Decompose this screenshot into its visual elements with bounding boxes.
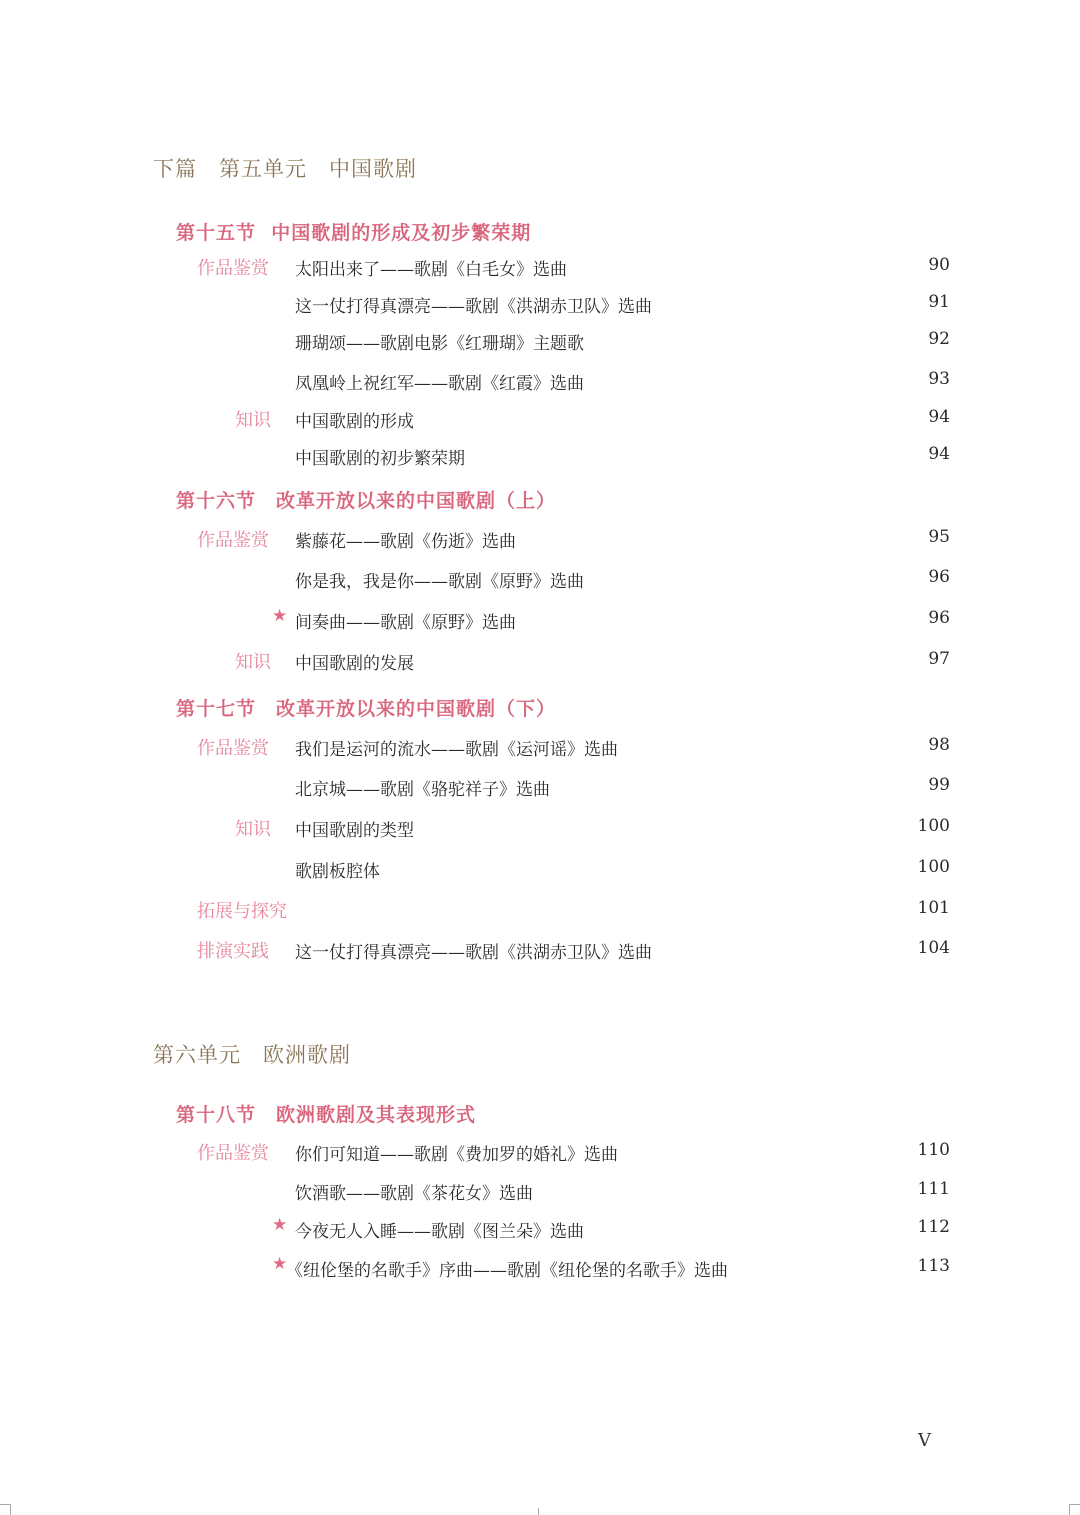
crop-mark bbox=[1069, 1504, 1070, 1515]
page-number: 112 bbox=[917, 1217, 950, 1237]
toc-entry[interactable]: 中国歌剧的类型 bbox=[295, 821, 414, 841]
toc-entry[interactable]: 你们可知道——歌剧《费加罗的婚礼》选曲 bbox=[295, 1145, 618, 1165]
toc-entry[interactable]: 今夜无人入睡——歌剧《图兰朵》选曲 bbox=[295, 1222, 584, 1242]
page-number: 100 bbox=[917, 816, 950, 836]
toc-entry[interactable]: 间奏曲——歌剧《原野》选曲 bbox=[295, 613, 516, 633]
category-label-appreciation: 作品鉴赏 bbox=[197, 258, 269, 279]
page-number: 94 bbox=[928, 444, 950, 464]
crop-mark bbox=[10, 1504, 11, 1515]
page-number: 97 bbox=[928, 649, 950, 669]
section-title[interactable]: 第十五节 中国歌剧的形成及初步繁荣期 bbox=[176, 222, 532, 244]
page-number: 94 bbox=[928, 407, 950, 427]
star-icon: ★ bbox=[272, 606, 288, 626]
toc-entry[interactable]: 中国歌剧的发展 bbox=[295, 654, 414, 674]
page-number: 104 bbox=[917, 938, 950, 958]
category-label-appreciation: 作品鉴赏 bbox=[197, 1143, 269, 1164]
section-title[interactable]: 第十六节 改革开放以来的中国歌剧（上） bbox=[176, 490, 557, 512]
category-label-extension[interactable]: 拓展与探究 bbox=[197, 901, 287, 922]
unit-title: 下篇 第五单元 中国歌剧 bbox=[153, 157, 417, 181]
page-folio: V bbox=[918, 1430, 931, 1451]
section-title[interactable]: 第十七节 改革开放以来的中国歌剧（下） bbox=[176, 698, 557, 720]
toc-entry[interactable]: 歌剧板腔体 bbox=[295, 862, 380, 882]
category-label-knowledge: 知识 bbox=[235, 819, 271, 840]
category-label-rehearsal: 排演实践 bbox=[197, 941, 269, 962]
page-number: 99 bbox=[928, 775, 950, 795]
category-label-appreciation: 作品鉴赏 bbox=[197, 530, 269, 551]
star-icon: ★ bbox=[272, 1215, 288, 1235]
category-label-appreciation: 作品鉴赏 bbox=[197, 738, 269, 759]
toc-entry[interactable]: 这一仗打得真漂亮——歌剧《洪湖赤卫队》选曲 bbox=[295, 297, 652, 317]
crop-mark bbox=[1070, 1504, 1080, 1505]
page-number: 110 bbox=[917, 1140, 950, 1160]
page-number: 96 bbox=[928, 608, 950, 628]
toc-entry[interactable]: 北京城——歌剧《骆驼祥子》选曲 bbox=[295, 780, 550, 800]
page-number: 96 bbox=[928, 567, 950, 587]
toc-entry[interactable]: 太阳出来了——歌剧《白毛女》选曲 bbox=[295, 260, 567, 280]
page-number: 101 bbox=[917, 898, 950, 918]
category-label-knowledge: 知识 bbox=[235, 410, 271, 431]
star-icon: ★ bbox=[272, 1254, 288, 1274]
toc-entry[interactable]: 紫藤花——歌剧《伤逝》选曲 bbox=[295, 532, 516, 552]
page-number: 100 bbox=[917, 857, 950, 877]
toc-entry[interactable]: 这一仗打得真漂亮——歌剧《洪湖赤卫队》选曲 bbox=[295, 943, 652, 963]
section-title[interactable]: 第十八节 欧洲歌剧及其表现形式 bbox=[176, 1104, 477, 1126]
page-number: 111 bbox=[917, 1179, 950, 1199]
toc-entry[interactable]: 我们是运河的流水——歌剧《运河谣》选曲 bbox=[295, 740, 618, 760]
toc-entry[interactable]: 饮酒歌——歌剧《茶花女》选曲 bbox=[295, 1184, 533, 1204]
page-number: 93 bbox=[928, 369, 950, 389]
page-number: 92 bbox=[928, 329, 950, 349]
toc-entry[interactable]: 《纽伦堡的名歌手》序曲——歌剧《纽伦堡的名歌手》选曲 bbox=[286, 1261, 728, 1281]
category-label-knowledge: 知识 bbox=[235, 652, 271, 673]
page-number: 91 bbox=[928, 292, 950, 312]
unit-title: 第六单元 欧洲歌剧 bbox=[153, 1043, 351, 1067]
toc-entry[interactable]: 中国歌剧的形成 bbox=[295, 412, 414, 432]
page-number: 113 bbox=[917, 1256, 950, 1276]
crop-mark bbox=[538, 1508, 539, 1515]
page-number: 90 bbox=[928, 255, 950, 275]
toc-entry[interactable]: 珊瑚颂——歌剧电影《红珊瑚》主题歌 bbox=[295, 334, 584, 354]
page-number: 98 bbox=[928, 735, 950, 755]
toc-entry[interactable]: 凤凰岭上祝红军——歌剧《红霞》选曲 bbox=[295, 374, 584, 394]
page-number: 95 bbox=[928, 527, 950, 547]
crop-mark bbox=[0, 1504, 10, 1505]
toc-entry[interactable]: 你是我，我是你——歌剧《原野》选曲 bbox=[295, 572, 584, 592]
toc-entry[interactable]: 中国歌剧的初步繁荣期 bbox=[295, 449, 465, 469]
